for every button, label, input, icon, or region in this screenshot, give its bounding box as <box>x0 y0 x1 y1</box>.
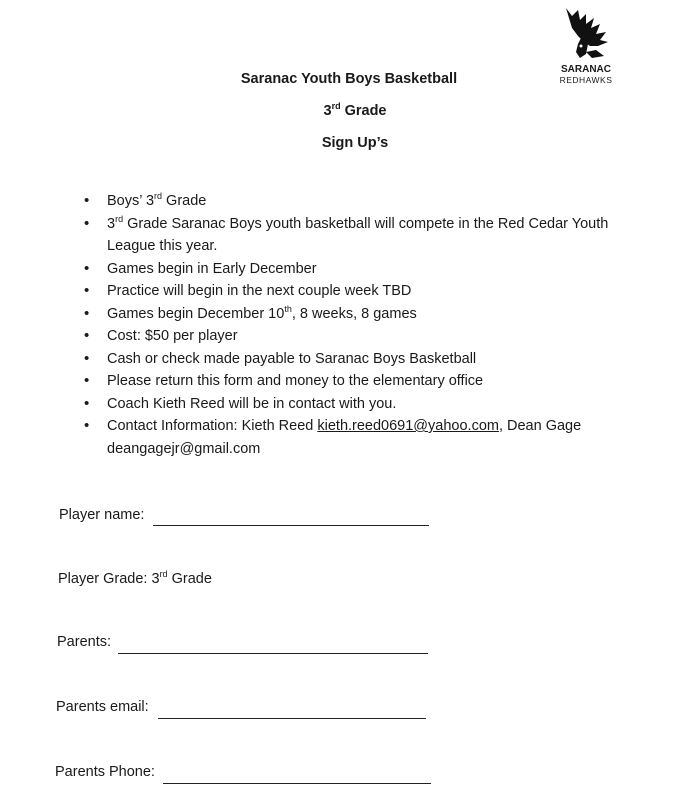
b5-post: , 8 weeks, 8 games <box>291 305 417 322</box>
b1-pre: Boys’ 3 <box>107 193 155 209</box>
player-grade-sup: rd <box>159 569 168 580</box>
page-title: Saranac Youth Boys Basketball <box>240 71 458 87</box>
grade-heading <box>14 103 682 119</box>
b5-sup: th <box>284 303 292 314</box>
list-item <box>82 190 622 213</box>
b10-post: , Dean Gage deangagejr@gmail.com <box>107 418 582 457</box>
b2-post: Grade Saranac Boys youth basketball will compete in the Red Cedar Youth League this year. <box>107 215 609 254</box>
parents-phone-label: Parents Phone: <box>55 764 155 780</box>
parents-phone-line[interactable] <box>163 783 431 784</box>
b5-pre: Games begin December 10 <box>107 305 285 322</box>
list-item <box>82 213 622 258</box>
parents-label: Parents: <box>57 634 111 650</box>
list-item <box>82 415 622 460</box>
list-item: • Games begin in Early December <box>82 258 622 281</box>
player-grade-pre: Player Grade: 3 <box>58 571 160 587</box>
grade-heading-sup: rd <box>331 101 341 112</box>
logo-text-redhawks: REDHAWKS <box>559 75 613 85</box>
grade-heading-num: 3 <box>323 103 332 119</box>
list-item: • Practice will begin in the next couple week TBD <box>82 280 622 303</box>
list-item <box>82 303 622 326</box>
b2-sup: rd <box>115 213 124 224</box>
list-item: • Coach Kieth Reed will be in contact with you. <box>82 393 622 416</box>
list-item: • Please return this form and money to the elementary office <box>82 370 622 393</box>
player-name-line[interactable] <box>153 525 429 526</box>
parents-email-label: Parents email: <box>56 699 149 715</box>
info-list <box>82 190 622 460</box>
list-item: • Cash or check made payable to Saranac Boys Basketball <box>82 348 622 371</box>
logo-text-saranac: SARANAC <box>561 64 611 75</box>
signup-heading: Sign Up’s <box>321 135 389 151</box>
player-name-label: Player name: <box>59 507 145 523</box>
player-grade-post: Grade <box>167 571 212 587</box>
b1-post: Grade <box>162 193 207 209</box>
parents-email-line[interactable] <box>158 718 426 719</box>
parents-line[interactable] <box>118 653 428 654</box>
player-grade-label <box>58 571 212 587</box>
hawk-icon <box>556 6 616 62</box>
grade-heading-word: Grade <box>340 103 387 119</box>
list-item: • Cost: $50 per player <box>82 325 622 348</box>
b2-pre: 3 <box>107 215 116 232</box>
b1-sup: rd <box>154 191 163 202</box>
b10-pre: Contact Information: Kieth Reed <box>107 418 318 434</box>
coach-email-link[interactable]: kieth.reed0691@yahoo.com <box>317 418 499 434</box>
